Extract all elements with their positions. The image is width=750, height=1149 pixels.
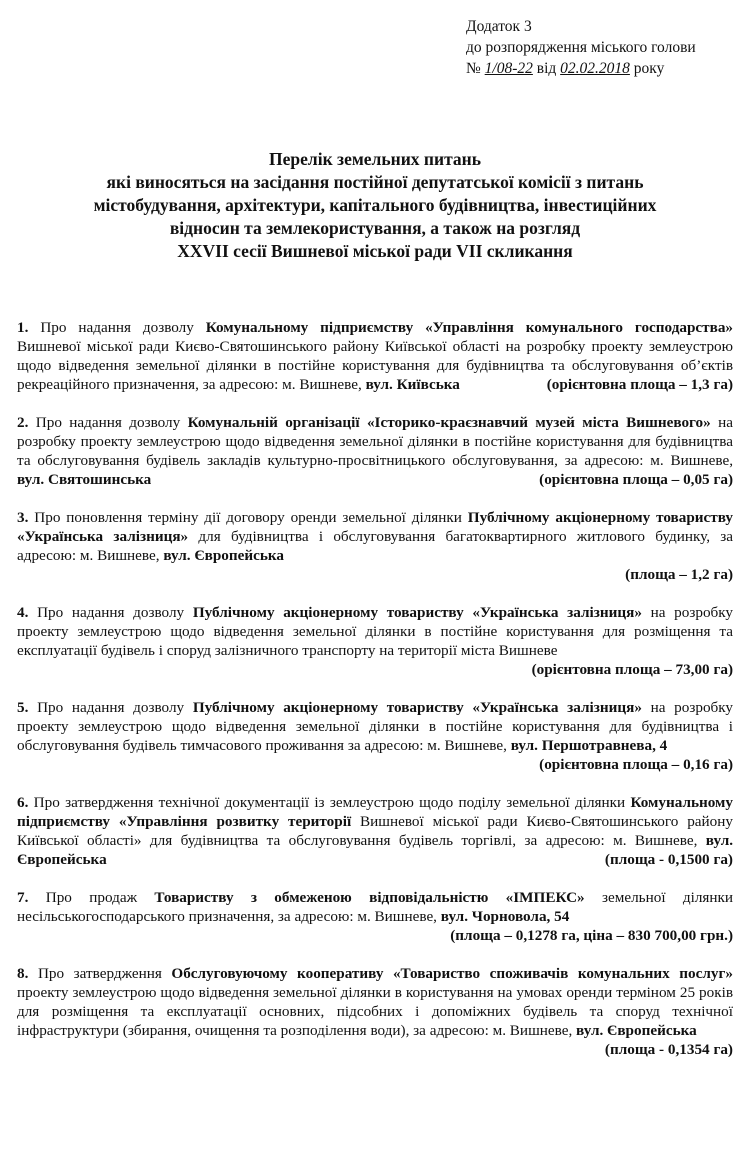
item-street: вул. Київська xyxy=(365,376,460,393)
item-area: (орієнтовна площа – 0,05 га) xyxy=(539,471,733,488)
item-text: Про надання дозволу xyxy=(40,319,194,336)
item-street: вул. Чорновола, 54 xyxy=(440,908,570,925)
item-entity: Комунальному підприємству «Управління розвитку території xyxy=(17,794,733,830)
title-line-3: містобудування, архітектури, капітального будівництва, інвестиційних xyxy=(93,195,657,215)
item-entity: Товариству з обмеженою відповідальністю «ІМПЕКС» xyxy=(154,889,585,906)
document-title xyxy=(10,148,740,263)
item-text: проекту землеустрою щодо відведення земельної ділянки в користування на умовах оренди терміном 25 років для розміщення та експлуатації основних, підсобних і допоміжних будівель та споруд технічної інфраструктури (збирання, очищення та розподілення води), за адресою: м. Вишневе, xyxy=(17,984,733,1039)
order-date: 02.02.2018 xyxy=(560,60,630,77)
item-number: 6. xyxy=(17,794,29,811)
item-text: Про продаж xyxy=(45,889,138,906)
list-item xyxy=(17,698,733,774)
item-number: 8. xyxy=(17,965,29,982)
item-text: Про надання дозволу xyxy=(35,414,181,431)
item-street: вул. Першотравнева, 4 xyxy=(510,737,668,754)
land-issues-list xyxy=(17,318,733,1078)
item-number: 7. xyxy=(17,889,29,906)
item-text: Про затвердження технічної документації із землеустрою щодо поділу земельної ділянки xyxy=(33,794,626,811)
list-item xyxy=(17,964,733,1059)
list-item xyxy=(17,508,733,584)
item-number: 2. xyxy=(17,414,29,431)
item-text: Про надання дозволу xyxy=(37,604,185,621)
item-text: на розробку проекту землеустрою щодо відведення земельної ділянки в постійне користування для будівництва і обслуговування будівель тимчасового проживання за адресою: м. Вишневе, xyxy=(17,699,734,754)
order-date-suffix: року xyxy=(633,60,665,77)
item-entity: Комунальній організації «Історико-краєзнавчий музей міста Вишневого» xyxy=(187,414,711,431)
appendix-line-1: Додаток 3 xyxy=(466,18,532,35)
item-entity: Публічному акціонерному товариству «Українська залізниця» xyxy=(192,604,642,621)
order-number: 1/08-22 xyxy=(484,60,533,77)
item-street: вул. Європейська xyxy=(163,547,285,564)
item-entity: Комунальному підприємству «Управління комунального господарства» xyxy=(205,319,734,336)
list-item xyxy=(17,318,733,394)
item-number: 3. xyxy=(17,509,29,526)
title-line-5: XXVII сесії Вишневої міської ради VII скликання xyxy=(177,241,573,261)
title-line-2: які виносяться на засідання постійної депутатської комісії з питань xyxy=(106,172,644,192)
item-entity: Публічному акціонерному товариству «Українська залізниця» xyxy=(17,509,734,545)
item-text: Вишневої міської ради Києво-Святошинського району Київської області» для будівництва та обслуговування будівель торгівлі, за адресою: м. Вишневе, xyxy=(17,813,733,849)
appendix-header xyxy=(466,16,696,79)
appendix-line-2: до розпорядження міського голови xyxy=(466,39,696,56)
order-number-prefix: № xyxy=(466,60,481,77)
item-area: (орієнтовна площа – 0,16 га) xyxy=(539,756,733,773)
item-area: (площа - 0,1500 га) xyxy=(604,851,733,868)
list-item xyxy=(17,888,733,945)
list-item xyxy=(17,603,733,679)
item-number: 1. xyxy=(17,319,29,336)
order-date-prefix: від xyxy=(536,60,557,77)
item-text: на розробку проекту землеустрою щодо відведення земельної ділянки в постійне користування для будівництва та обслуговування будівель закладів культурно-просвітницького обслуговування, за адресою: м. Вишневе, xyxy=(17,414,733,469)
title-line-4: відносин та землекористування, а також на розгляд xyxy=(169,218,581,238)
item-number: 5. xyxy=(17,699,29,716)
item-entity: Публічному акціонерному товариству «Українська залізниця» xyxy=(192,699,642,716)
item-text: для будівництва і обслуговування багатоквартирного житлового будинку, за адресою: м. Вишневе, xyxy=(17,528,733,564)
title-line-1: Перелік земельних питань xyxy=(269,149,481,169)
appendix-order-line xyxy=(466,58,696,79)
item-text: земельної ділянки несільськогосподарського призначення, за адресою: м. Вишневе, xyxy=(17,889,734,925)
item-street: вул. Святошинська xyxy=(17,471,152,488)
list-item xyxy=(17,793,733,869)
item-area: (площа - 0,1354 га) xyxy=(604,1041,733,1058)
item-area: (орієнтовна площа – 73,00 га) xyxy=(531,661,733,678)
item-number: 4. xyxy=(17,604,29,621)
item-area: (площа – 1,2 га) xyxy=(625,566,733,583)
list-item xyxy=(17,413,733,489)
item-text: Про поновлення терміну дії договору оренди земельної ділянки xyxy=(34,509,462,526)
item-text: Вишневої міської ради Києво-Святошинського району Київської області на розробку проекту землеустрою щодо відведення земельної ділянки в постійне користування для будівництва та обслуговування об’єктів рекреаційного призначення, за адресою: м. Вишневе, xyxy=(17,338,733,393)
item-text: Про надання дозволу xyxy=(37,699,185,716)
item-street: вул. Європейська xyxy=(17,832,734,868)
item-entity: Обслуговуючому кооперативу «Товариство споживачів комунальних послуг» xyxy=(171,965,733,982)
item-text: Про затвердження xyxy=(37,965,162,982)
item-street: вул. Європейська xyxy=(576,1022,697,1039)
item-area: (орієнтовна площа – 1,3 га) xyxy=(546,376,733,393)
item-area: (площа – 0,1278 га, ціна – 830 700,00 грн.) xyxy=(450,927,733,944)
item-text: на розробку проекту землеустрою щодо відведення земельної ділянки в постійне користування для розміщення та експлуатації будівель і споруд залізничного транспорту на території міста Вишневе xyxy=(17,604,734,659)
